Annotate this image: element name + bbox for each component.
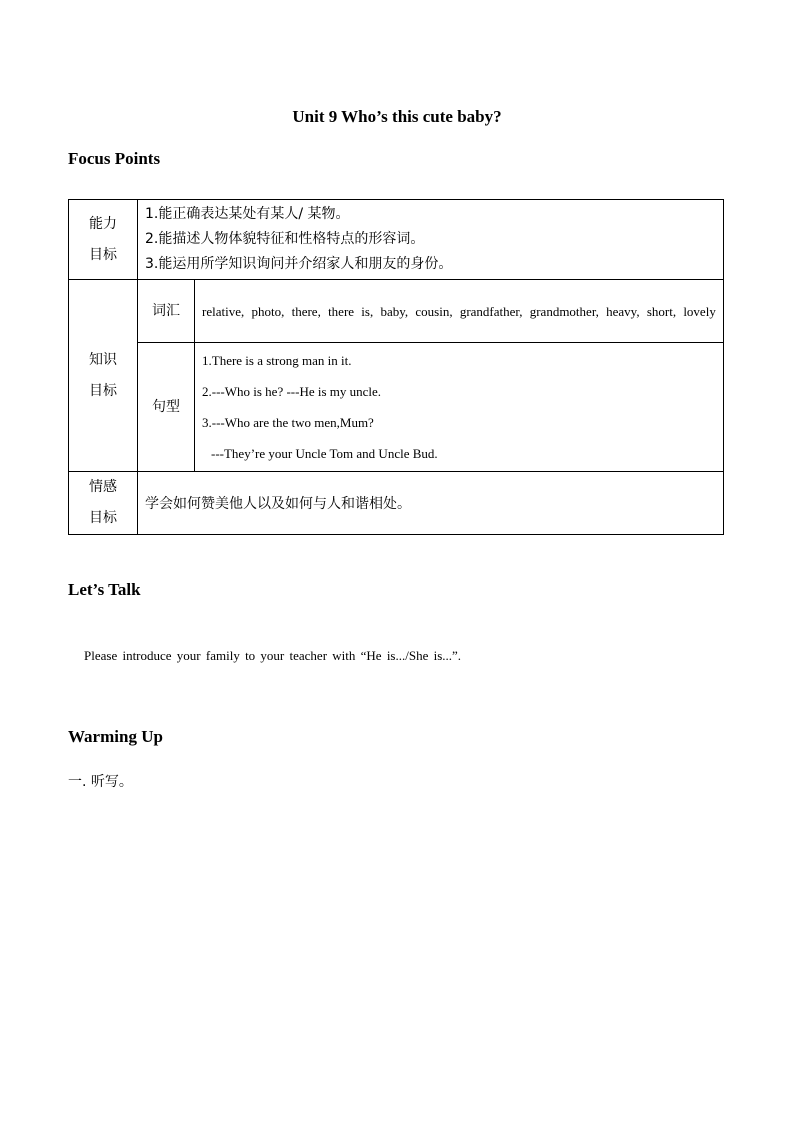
ability-item: 2.能描述人物体貌特征和性格特点的形容词。: [145, 231, 425, 247]
ability-item: 1.能正确表达某处有某人/ 某物。: [145, 206, 350, 222]
knowledge-vocab-row: [69, 280, 724, 343]
ability-item: 3.能运用所学知识询问并介绍家人和朋友的身份。: [145, 256, 453, 272]
page-title: Unit 9 Who’s this cute baby?: [292, 107, 502, 126]
warming-up-heading: Warming Up: [68, 727, 163, 746]
sentence-content-cell: [195, 343, 724, 472]
emotion-row: [69, 472, 724, 535]
vocab-label: 词汇: [138, 280, 195, 343]
ability-row: [69, 200, 724, 280]
sentence-item: ---They’re your Uncle Tom and Uncle Bud.: [211, 446, 438, 461]
emotion-label-cell: [69, 472, 138, 535]
ability-label-line2: 目标: [89, 246, 117, 263]
sentence-label: 句型: [138, 343, 195, 472]
lets-talk-heading: Let’s Talk: [68, 580, 141, 599]
ability-label-line1: 能力: [89, 215, 117, 232]
knowledge-label-cell: [69, 280, 138, 472]
dictation-item: 一. 听写。: [68, 774, 133, 790]
emotion-label-line2: 目标: [89, 510, 117, 526]
knowledge-sentence-row: [69, 343, 724, 472]
vocab-content: relative, photo, there, there is, baby, cousin, grandfather, grandmother, heavy, short, lovely: [195, 280, 724, 343]
sentence-item: 2.---Who is he? ---He is my uncle.: [202, 384, 382, 399]
ability-label-cell: [69, 200, 138, 280]
emotion-label-line1: 情感: [89, 479, 117, 495]
focus-points-table: [68, 199, 724, 535]
emotion-content: 学会如何赞美他人以及如何与人和谐相处。: [138, 472, 724, 535]
sentence-item: 1.There is a strong man in it.: [202, 353, 352, 368]
knowledge-label-line1: 知识: [89, 351, 117, 368]
sentence-item: 3.---Who are the two men,Mum?: [202, 415, 374, 430]
ability-content-cell: [138, 200, 724, 280]
knowledge-label-line2: 目标: [89, 382, 117, 399]
lets-talk-text: Please introduce your family to your teacher with “He is.../She is...”.: [84, 648, 462, 663]
focus-points-heading: Focus Points: [68, 149, 161, 168]
